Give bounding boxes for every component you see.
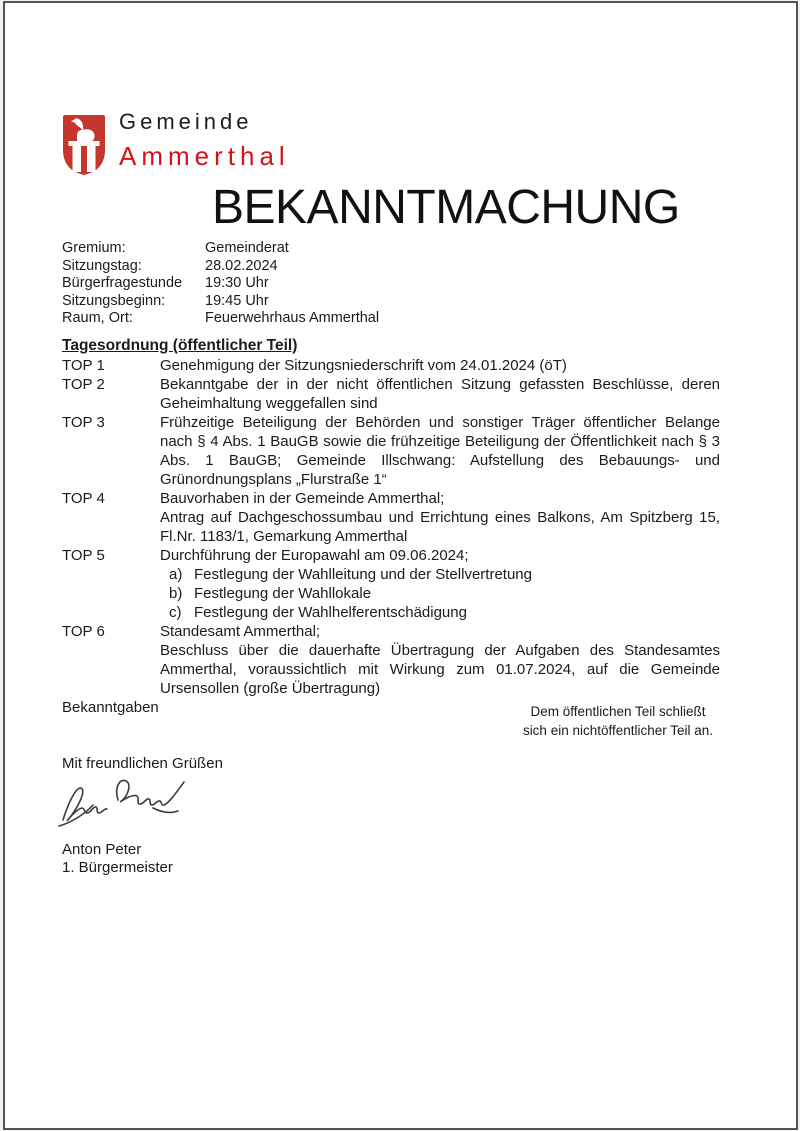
meta-row-sitzungsbeginn [62,293,755,311]
page-title: BEKANNTMACHUNG [212,181,680,234]
agenda-item-text [160,622,720,698]
meta-row-sitzungstag [62,258,755,276]
note-line: sich ein nichtöffentlicher Teil an. [522,722,714,738]
agenda-item-text [160,546,720,622]
meta-value: 19:45 Uhr [205,292,269,309]
agenda-item-number: TOP 1 [62,356,105,374]
meta-value: 19:30 Uhr [205,275,269,291]
agenda-item-number: TOP 2 [62,375,105,393]
agenda-subitem-c [160,603,720,622]
coat-of-arms-icon [62,114,106,176]
agenda-item-text [160,356,720,375]
agenda [62,336,720,717]
logo-municipality: Gemeinde [119,109,253,134]
agenda-item-top3 [62,413,720,489]
agenda-subitem-b [160,584,720,603]
meta-label: Raum, Ort: [62,310,133,326]
agenda-paragraph: Genehmigung der Sitzungsniederschrift vom 24.01.2024 (öT) [160,356,567,374]
agenda-paragraph: Durchführung der Europawahl am 09.06.2024; [160,546,469,564]
agenda-paragraph: Bekanntgabe der in der nicht öffentlichen Sitzung gefassten Beschlüsse, deren Geheimhaltung weggefallen sind [160,375,720,412]
subitem-marker: a) [169,565,183,583]
agenda-item-number: TOP 4 [62,489,105,507]
agenda-item-text [160,489,720,546]
agenda-item-top1 [62,356,720,375]
subitem-marker: b) [169,584,183,602]
agenda-item-top2 [62,375,720,413]
agenda-item-number: TOP 3 [62,413,105,431]
signer-name: Anton Peter [62,841,142,858]
meta-label: Bürgerfragestunde [62,275,183,291]
agenda-item-text [160,413,720,489]
agenda-item-number: TOP 5 [62,546,105,564]
agenda-paragraph: Frühzeitige Beteiligung der Behörden und sonstiger Träger öffentlicher Belange nach § 4 Abs. 1 BauGB sowie die frühzeitige Beteiligung der Öffentlichkeit nach § 3 Abs. 1 BauGB; Gemeinde Illschwang: Aufstellung des Bebauungs- und Grünordnungsplans „Flurstraße 1“ [160,413,720,488]
meta-row-gremium [62,240,755,258]
agenda-item-text [160,375,720,413]
meta-row-raum-ort [62,310,755,328]
agenda-paragraph: Beschluss über die dauerhafte Übertragung der Aufgaben des Standesamtes Ammerthal, voraussichtlich mit Wirkung zum 01.07.2024, auf die Gemeinde Ursensollen (große Übertragung) [160,641,720,697]
meta-label: Sitzungsbeginn: [62,292,166,309]
signature-handwriting [56,774,196,842]
agenda-item-top5 [62,546,720,622]
meta-label: Gremium: [62,240,126,256]
meeting-details [62,240,755,328]
signer-role: 1. Bürgermeister [62,858,173,876]
agenda-paragraph: Bauvorhaben in der Gemeinde Ammerthal; [160,489,445,507]
agenda-item-top6 [62,622,720,698]
agenda-item-top4 [62,489,720,546]
subitem-text: Festlegung der Wahllokale [194,584,372,602]
meta-label: Sitzungstag: [62,257,142,274]
logo-wordmark [119,106,290,176]
agenda-item-number: TOP 6 [62,622,105,640]
bekanntgaben-line: Bekanntgaben [62,698,159,716]
agenda-paragraph: Antrag auf Dachgeschossumbau und Errichtung eines Balkons, Am Spitzberg 15, Fl.Nr. 1183/1, Gemarkung Ammerthal [160,508,720,545]
meta-value: 28.02.2024 [205,257,278,274]
logo-name: Ammerthal [119,141,290,171]
note-line: Dem öffentlichen Teil schließt [530,704,706,719]
municipality-logo [62,106,755,176]
agenda-heading: Tagesordnung (öffentlicher Teil) [62,336,298,354]
meta-value: Feuerwehrhaus Ammerthal [205,310,380,326]
nonpublic-part-note [512,703,724,740]
subitem-text: Festlegung der Wahlhelferentschädigung [194,603,467,621]
subitem-marker: c) [169,603,182,621]
subitem-text: Festlegung der Wahlleitung und der Stellvertretung [194,565,532,583]
agenda-subitem-a [160,565,720,584]
meta-row-buergerfragestunde [62,275,755,293]
agenda-paragraph: Standesamt Ammerthal; [160,622,321,640]
signature-block [62,841,173,876]
closing-greeting: Mit freundlichen Grüßen [62,755,223,772]
meta-value: Gemeinderat [205,240,289,256]
